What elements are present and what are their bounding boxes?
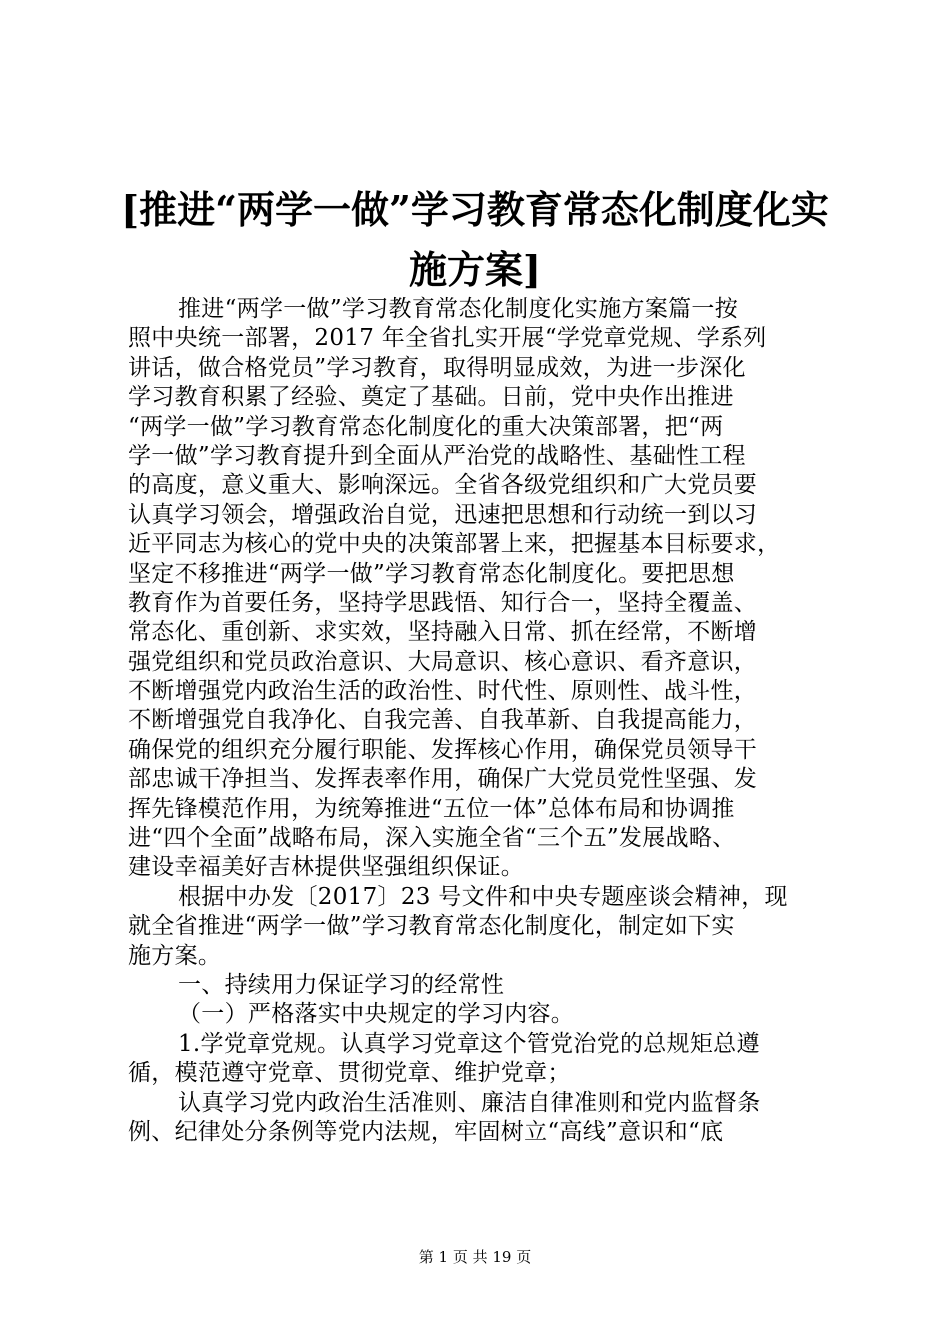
body-line: 认真学习党内政治生活准则、廉洁自律准则和党内监督条 (178, 1089, 761, 1116)
body-line: 例、纪律处分条例等党内法规，牢固树立“高线”意识和“底 (128, 1118, 724, 1145)
body-line: 进“四个全面”战略布局，深入实施全省“三个五”发展战略、 (128, 825, 736, 852)
body-line: 就全省推进“两学一做”学习教育常态化制度化，制定如下实 (128, 913, 735, 940)
body-line: 近平同志为核心的党中央的决策部署上来，把握基本目标要求， (128, 531, 781, 558)
body-line: 的高度，意义重大、影响深远。全省各级党组织和广大党员要 (128, 472, 758, 499)
body-line: 建设幸福美好吉林提供坚强组织保证。 (128, 854, 525, 881)
body-line: 教育作为首要任务，坚持学思践悟、知行合一，坚持全覆盖、 (128, 589, 758, 616)
body-line: 学习教育积累了经验、奠定了基础。日前，党中央作出推进 (128, 384, 734, 411)
document-body (128, 295, 840, 1147)
section-heading: 一、持续用力保证学习的经常性 (178, 971, 505, 998)
body-line: 不断增强党自我净化、自我完善、自我革新、自我提高能力， (128, 707, 758, 734)
body-line: 学一做”学习教育提升到全面从严治党的战略性、基础性工程 (128, 442, 746, 469)
body-line: 不断增强党内政治生活的政治性、时代性、原则性、战斗性， (128, 678, 758, 705)
body-line: 挥先锋模范作用，为统筹推进“五位一体”总体布局和协调推 (128, 795, 735, 822)
body-line: 认真学习领会，增强政治自觉，迅速把思想和行动统一到以习 (128, 501, 758, 528)
body-line: 部忠诚干净担当、发挥表率作用，确保广大党员党性坚强、发 (128, 766, 758, 793)
body-line: 常态化、重创新、求实效，坚持融入日常、抓在经常，不断增 (128, 619, 758, 646)
body-line: 推进“两学一做”学习教育常态化制度化实施方案篇一按 (178, 296, 739, 322)
document-title-line-1: [推进“两学一做”学习教育常态化制度化实 (121, 187, 829, 232)
subsection-heading: （一）严格落实中央规定的学习内容。 (178, 1001, 575, 1028)
body-line: 强党组织和党员政治意识、大局意识、核心意识、看齐意识， (128, 648, 758, 675)
page-number-footer: 第 1 页 共 19 页 (418, 1248, 532, 1266)
body-line: 坚定不移推进“两学一做”学习教育常态化制度化。要把思想 (128, 560, 735, 587)
body-line: 确保党的组织充分履行职能、发挥核心作用，确保党员领导干 (128, 736, 758, 763)
body-line: “两学一做”学习教育常态化制度化的重大决策部署，把“两 (128, 413, 724, 440)
body-line: 施方案。 (128, 942, 222, 969)
body-line: 循，模范遵守党章、贯彻党章、维护党章； (128, 1060, 571, 1087)
body-line: 1.学党章党规。认真学习党章这个管党治党的总规矩总遵 (178, 1030, 760, 1057)
body-line: 讲话，做合格党员”学习教育，取得明显成效，为进一步深化 (128, 354, 746, 381)
body-line: 照中央统一部署，2017 年全省扎实开展“学党章党规、学系列 (128, 325, 767, 352)
body-line: 根据中办发〔2017〕23 号文件和中央专题座谈会精神，现 (178, 883, 788, 910)
document-title-line-2: 施方案] (409, 247, 541, 292)
